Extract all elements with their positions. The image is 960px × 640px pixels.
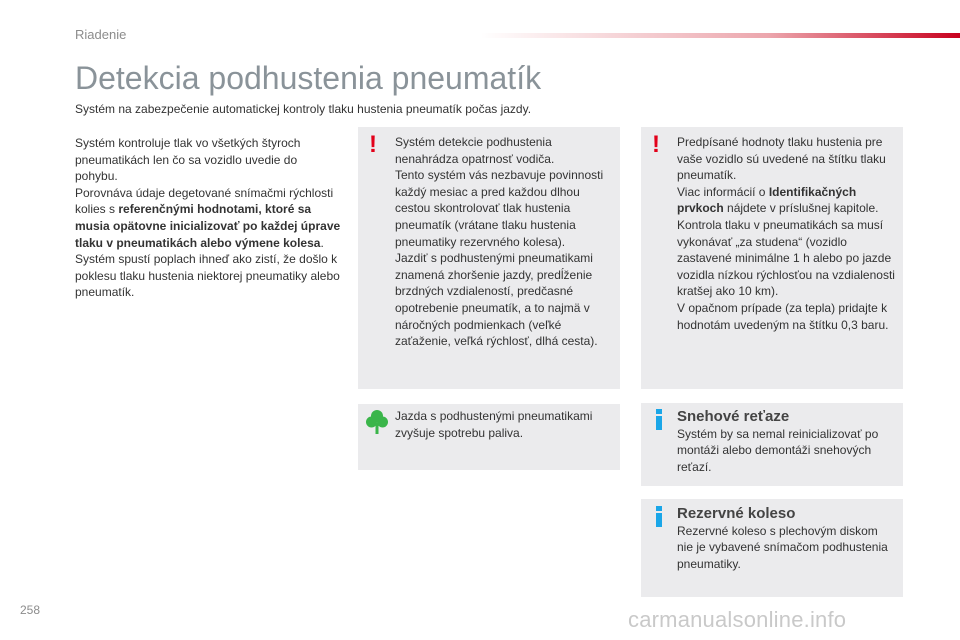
section-label: Riadenie: [75, 27, 127, 42]
main-paragraph-2: Porovnáva údaje degetované snímačmi rýchlosti kolies s referenčnými hodnotami, ktoré sa musia opätovne inicializovať po každej úprave tlaku v pneumatikách alebo výmene kolesa.: [75, 185, 341, 250]
info-box-spare-wheel-content: [677, 506, 897, 572]
info-icon: [656, 506, 662, 527]
info-box-snow-chains-content: [677, 409, 897, 475]
header-accent-line: [480, 33, 960, 38]
page-number: 258: [20, 603, 41, 617]
warning-box-pressure-text: Predpísané hodnoty tlaku hustenia pre vaše vozidlo sú uvedené na štítku tlaku pneumatík. Viac informácií o Identifikačných prvkoch nájdete v príslušnej kapitole. Kontrola tlaku v pneumatikách sa musí vykonávať „za studena“ (vozidlo zastavené minimálne 1 h alebo po jazde vozidla nízkou rýchlosťou na vzdialenosti kratšej ako 10 km). V opačnom prípade (za tepla) pridajte k hodnotám uvedeným na štítku 0,3 baru.: [677, 135, 895, 332]
spare-wheel-text: Rezervné koleso s plechovým diskom nie je vybavené snímačom podhustenia pneumatiky.: [677, 523, 888, 571]
reference-values-emphasis: referenčnými hodnotami, ktoré sa musia opätovne inicializovať po každej úprave tlaku v pneumatikách alebo výmene kolesa: [75, 202, 341, 250]
warning-icon: !: [369, 131, 377, 158]
spare-wheel-heading: Rezervné koleso: [677, 505, 796, 522]
snow-chains-text: Systém by sa nemal reinicializovať po montáži alebo demontáži snehových reťazí.: [677, 426, 879, 474]
warning-box-driver-text: Systém detekcie podhustenia nenahrádza opatrnosť vodiča. Tento systém vás nezbavuje povinnosti každý mesiac a pred každou dlhou cestou skontrolovať tlak hustenia pneumatík (vrátane tlaku hustenia pneumatiky rezervného kolesa). Jazdiť s podhustenými pneumatikami znamená zhoršenie jazdy, predĺženie brzdných vzdialeností, predčasné opotrebenie pneumatík, a to najmä v náročných podmienkach (veľké zaťaženie, veľká rýchlosť, dlhá cesta).: [395, 135, 604, 349]
warning-icon: !: [652, 131, 660, 158]
main-paragraph-1: Systém kontroluje tlak vo všetkých štyroch pneumatikách len čo sa vozidlo uvedie do pohybu.: [75, 136, 301, 184]
info-icon: [656, 409, 662, 430]
intro-text: Systém na zabezpečenie automatickej kontroly tlaku hustenia pneumatík počas jazdy.: [75, 102, 532, 116]
main-paragraph-3: Systém spustí poplach ihneď ako zistí, že došlo k poklesu tlaku hustenia niektorej pneumatiky alebo pneumatík.: [75, 252, 340, 300]
identification-elements-emphasis: Identifikačných prvkoch: [677, 184, 857, 216]
main-text-column: [75, 135, 343, 301]
eco-box-text: Jazda s podhustenými pneumatikami zvyšuje spotrebu paliva.: [395, 409, 593, 440]
eco-tree-icon: [366, 409, 388, 435]
page-title: Detekcia podhustenia pneumatík: [75, 60, 542, 96]
snow-chains-heading: Snehové reťaze: [677, 408, 790, 425]
watermark: carmanualsonline.info: [628, 607, 847, 632]
